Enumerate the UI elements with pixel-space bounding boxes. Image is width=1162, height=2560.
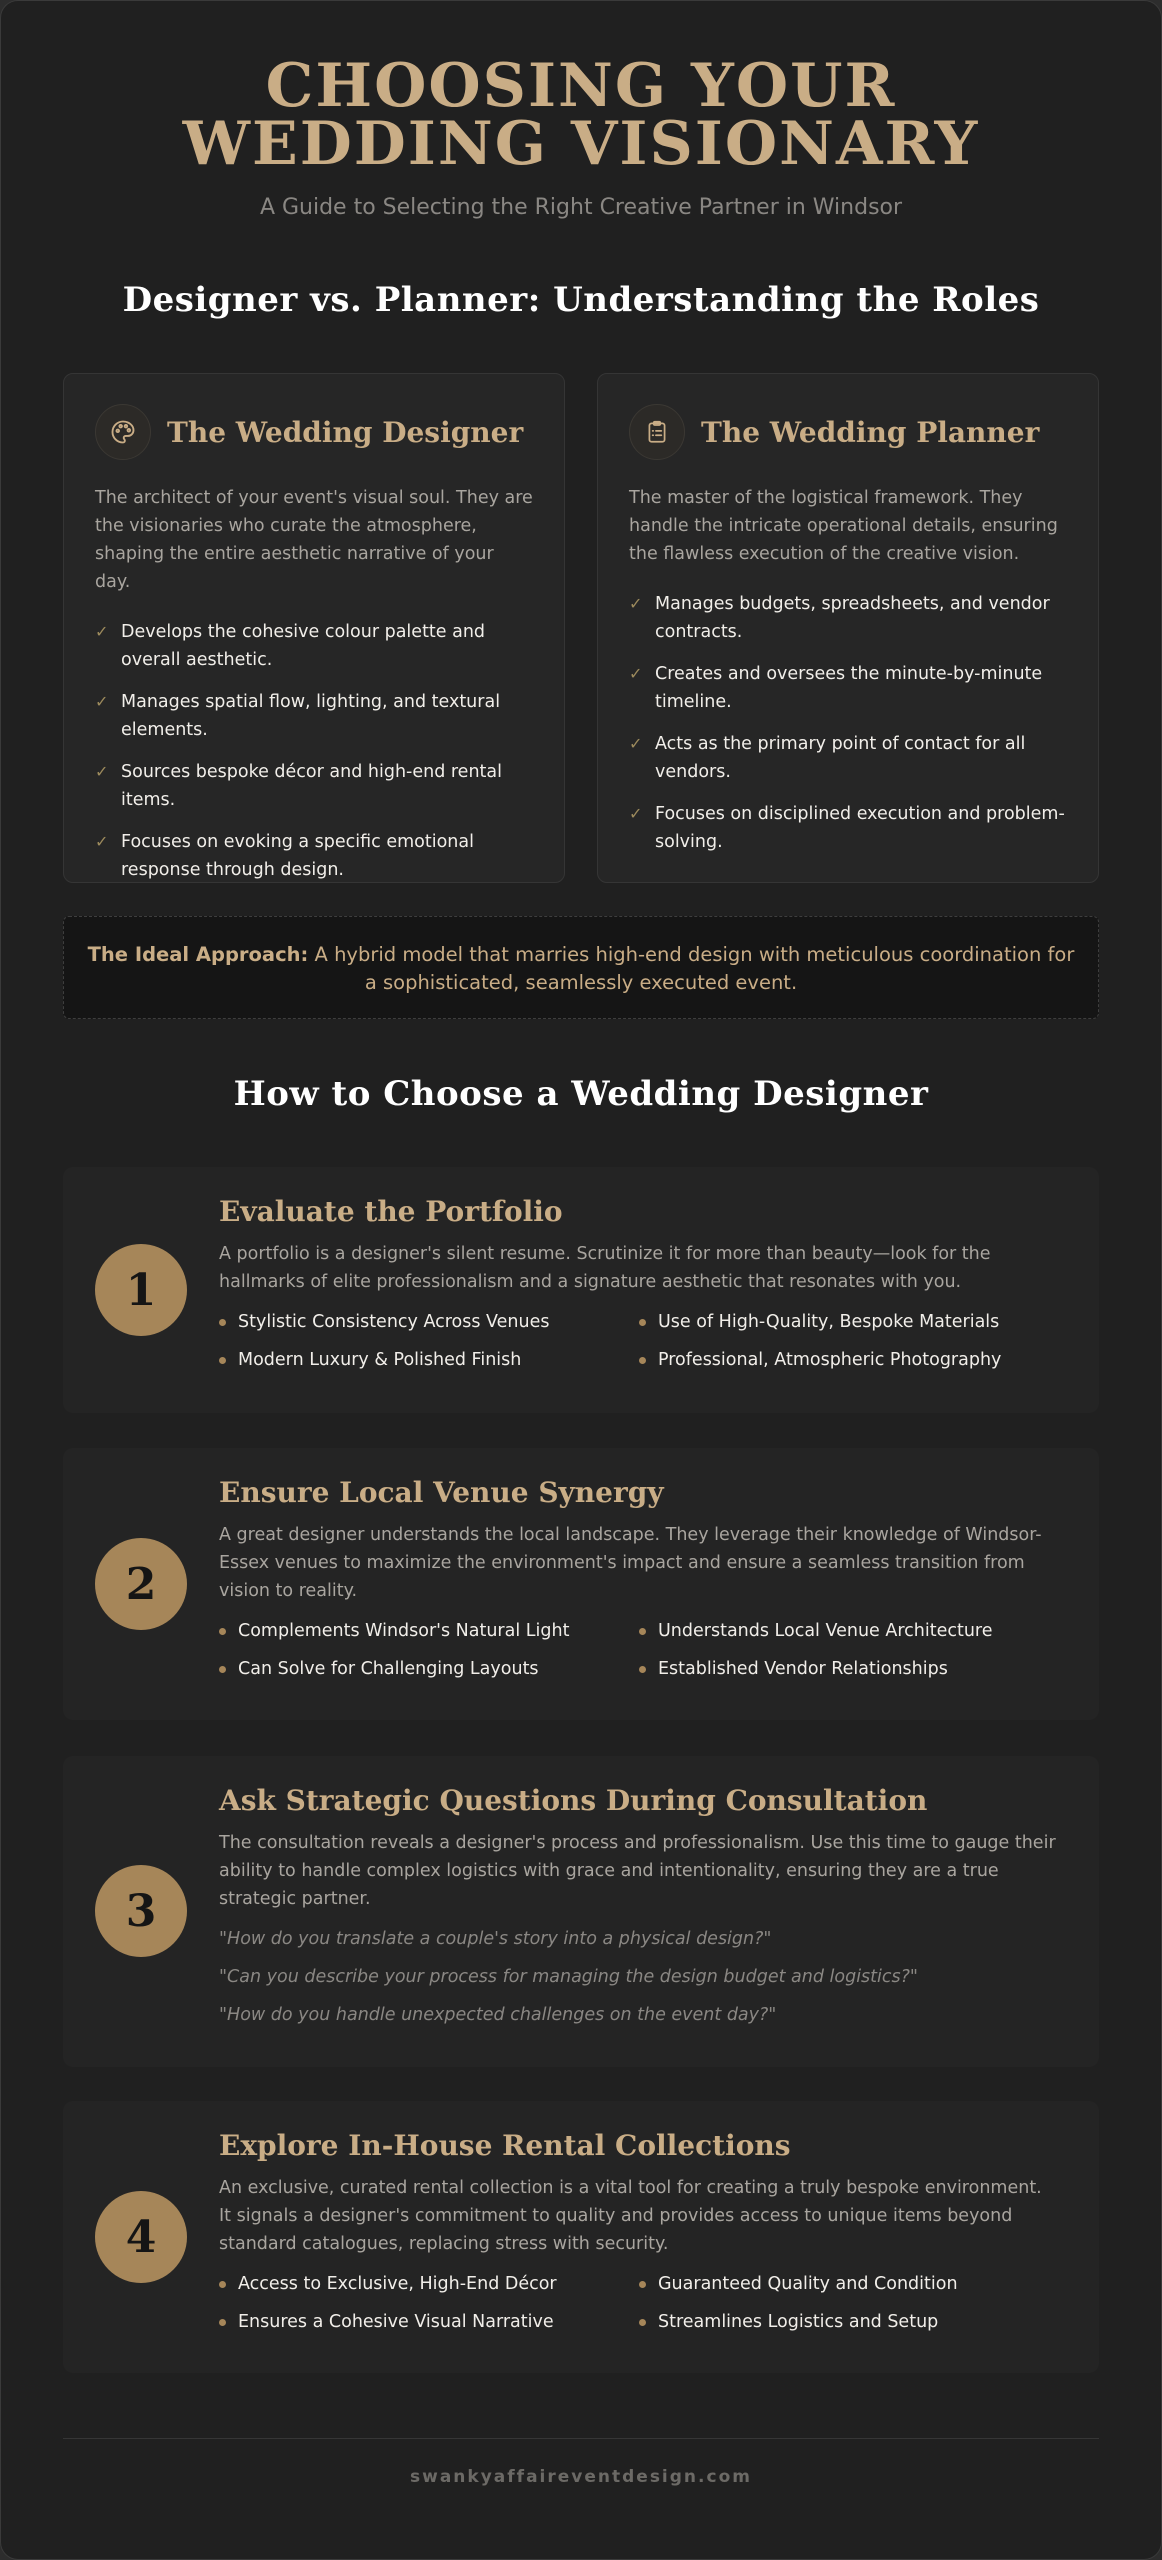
list-item — [629, 590, 1067, 646]
check-icon: ✓ — [95, 762, 109, 781]
consultation-questions — [219, 1925, 1059, 2029]
list-item-text: Use of High-Quality, Bespoke Materials — [658, 1312, 1000, 1332]
designer-card-title: The Wedding Designer — [167, 415, 524, 449]
step-description: A portfolio is a designer's silent resume. Scrutinize it for more than beauty—look for the hallmarks of elite professionalism and a signature aesthetic that resonates with you. — [219, 1244, 991, 1292]
bullet-dot-icon — [219, 1319, 226, 1326]
bullet-dot-icon — [219, 1628, 226, 1635]
step-bullets — [219, 1308, 1059, 1374]
bullet-dot-icon — [639, 1357, 646, 1364]
list-item — [639, 2270, 1059, 2298]
list-item — [95, 828, 533, 884]
palette-icon — [95, 404, 151, 460]
list-item — [629, 660, 1067, 716]
designer-card-header — [95, 404, 533, 460]
step-description: The consultation reveals a designer's process and professionalism. Use this time to gauge their ability to handle complex logistics with grace and intentionality, ensuring they are a true strategic partner. — [219, 1833, 1056, 1909]
step-body — [219, 1195, 1059, 1374]
list-item-text: Develops the cohesive colour palette and overall aesthetic. — [121, 622, 486, 670]
list-item-text: Professional, Atmospheric Photography — [658, 1350, 1002, 1370]
page-title: CHOOSING YOUR WEDDING VISIONARY — [182, 51, 980, 179]
step-title: Ask Strategic Questions During Consultation — [219, 1784, 928, 1817]
list-item-text: Manages spatial flow, lighting, and textural elements. — [121, 692, 501, 740]
choose-section-title: How to Choose a Wedding Designer — [233, 1074, 929, 1114]
list-item — [219, 2308, 639, 2336]
bullet-dot-icon — [219, 1357, 226, 1364]
question-quote: "How do you translate a couple's story into a physical design?" — [219, 1929, 772, 1949]
list-item-text: Modern Luxury & Polished Finish — [238, 1350, 522, 1370]
step-bullets — [219, 2270, 1059, 2336]
step-number-badge: 1 — [95, 1244, 187, 1336]
list-item-text: Acts as the primary point of contact for all vendors. — [655, 734, 1026, 782]
planner-duties — [629, 590, 1067, 856]
list-item-text: Established Vendor Relationships — [658, 1659, 948, 1679]
planner-card-header — [629, 404, 1067, 460]
list-item-text: Sources bespoke décor and high-end rental items. — [121, 762, 502, 810]
step-card-2 — [63, 1448, 1099, 1720]
ideal-approach-label: The Ideal Approach: — [87, 943, 309, 966]
list-item — [219, 1655, 639, 1683]
planner-card-title: The Wedding Planner — [701, 415, 1040, 449]
list-item — [639, 1617, 1059, 1645]
question-quote: "Can you describe your process for managing the design budget and logistics?" — [219, 1967, 918, 1987]
list-item-text: Access to Exclusive, High-End Décor — [238, 2274, 557, 2294]
bullet-dot-icon — [219, 1666, 226, 1673]
bullet-dot-icon — [219, 2319, 226, 2326]
list-item — [219, 1346, 639, 1374]
check-icon: ✓ — [95, 832, 109, 851]
step-number-badge: 3 — [95, 1865, 187, 1957]
list-item — [639, 1346, 1059, 1374]
step-title: Evaluate the Portfolio — [219, 1195, 563, 1228]
bullet-dot-icon — [639, 2319, 646, 2326]
ideal-approach-text: A hybrid model that marries high-end design with meticulous coordination for a sophisticated, seamlessly executed event. — [314, 943, 1075, 994]
footer-divider — [63, 2438, 1099, 2439]
planner-description: The master of the logistical framework. They handle the intricate operational details, ensuring the flawless execution of the creative vision. — [629, 488, 1058, 564]
list-item — [95, 688, 533, 744]
designer-duties — [95, 618, 533, 884]
clipboard-icon — [629, 404, 685, 460]
list-item — [639, 1308, 1059, 1336]
role-cards — [63, 373, 1099, 883]
page-subtitle: A Guide to Selecting the Right Creative Partner in Windsor — [259, 195, 903, 220]
designer-card — [63, 373, 565, 883]
step-body — [219, 2129, 1059, 2336]
list-item — [95, 618, 533, 674]
check-icon: ✓ — [629, 734, 643, 753]
step-card-3 — [63, 1756, 1099, 2067]
footer-website: swankyaffaireventdesign.com — [410, 2467, 752, 2487]
list-item-text: Manages budgets, spreadsheets, and vendor contracts. — [655, 594, 1050, 642]
check-icon: ✓ — [629, 664, 643, 683]
list-item-text: Understands Local Venue Architecture — [658, 1621, 993, 1641]
list-item — [629, 730, 1067, 786]
step-title: Explore In-House Rental Collections — [219, 2129, 791, 2162]
list-item — [639, 2308, 1059, 2336]
step-body — [219, 1476, 1059, 1683]
step-body — [219, 1784, 1059, 2039]
list-item-text: Focuses on evoking a specific emotional response through design. — [121, 832, 474, 880]
list-item — [219, 1617, 639, 1645]
list-item — [219, 2270, 639, 2298]
list-item — [639, 1655, 1059, 1683]
check-icon: ✓ — [95, 692, 109, 711]
bullet-dot-icon — [219, 2281, 226, 2288]
step-number-badge: 2 — [95, 1538, 187, 1630]
step-card-4 — [63, 2101, 1099, 2373]
bullet-dot-icon — [639, 1319, 646, 1326]
check-icon: ✓ — [95, 622, 109, 641]
bullet-dot-icon — [639, 1628, 646, 1635]
step-description: An exclusive, curated rental collection is a vital tool for creating a truly bespoke environment. It signals a designer's commitment to quality and provides access to unique items beyond standard catalogues, replacing stress with security. — [219, 2178, 1042, 2254]
list-item — [629, 800, 1067, 856]
step-card-1 — [63, 1167, 1099, 1413]
list-item-text: Creates and oversees the minute-by-minute timeline. — [655, 664, 1043, 712]
list-item — [219, 1308, 639, 1336]
list-item-text: Stylistic Consistency Across Venues — [238, 1312, 550, 1332]
step-number-badge: 4 — [95, 2191, 187, 2283]
step-description: A great designer understands the local landscape. They leverage their knowledge of Windsor-Essex venues to maximize the environment's impact and ensure a seamless transition from vision to reality. — [219, 1525, 1042, 1601]
list-item-text: Guaranteed Quality and Condition — [658, 2274, 958, 2294]
planner-card — [597, 373, 1099, 883]
check-icon: ✓ — [629, 594, 643, 613]
designer-description: The architect of your event's visual soul. They are the visionaries who curate the atmosphere, shaping the entire aesthetic narrative of your day. — [95, 488, 533, 592]
list-item-text: Complements Windsor's Natural Light — [238, 1621, 570, 1641]
list-item-text: Ensures a Cohesive Visual Narrative — [238, 2312, 554, 2332]
check-icon: ✓ — [629, 804, 643, 823]
question-quote: "How do you handle unexpected challenges on the event day?" — [219, 2005, 777, 2025]
list-item-text: Can Solve for Challenging Layouts — [238, 1659, 539, 1679]
ideal-approach-callout — [63, 916, 1099, 1019]
bullet-dot-icon — [639, 1666, 646, 1673]
list-item-text: Streamlines Logistics and Setup — [658, 2312, 939, 2332]
step-title: Ensure Local Venue Synergy — [219, 1476, 664, 1509]
step-bullets — [219, 1617, 1059, 1683]
list-item-text: Focuses on disciplined execution and problem-solving. — [655, 804, 1065, 852]
list-item — [95, 758, 533, 814]
header — [1, 1, 1161, 320]
roles-section-title: Designer vs. Planner: Understanding the Roles — [122, 280, 1040, 320]
bullet-dot-icon — [639, 2281, 646, 2288]
